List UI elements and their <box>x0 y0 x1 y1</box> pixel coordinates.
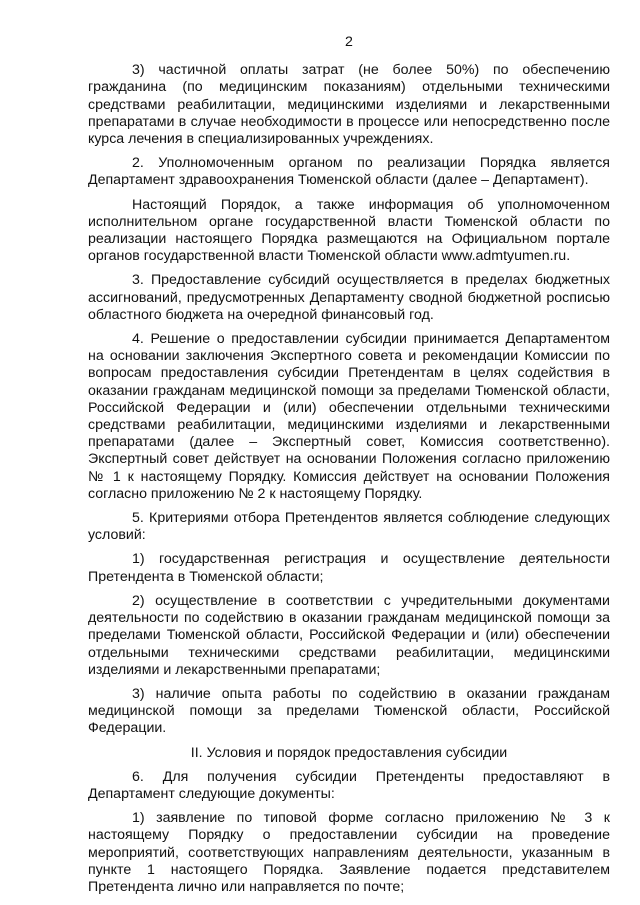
paragraph-6-documents: 6. Для получения субсидии Претенденты предоставляют в Департамент следующие документы: <box>88 768 610 802</box>
criteria-item-2: 2) осуществление в соответствии с учредительными документами деятельности по содействию в оказании гражданам медицинской помощи за пределами Тюменской области, Российской Федерации и (или) обеспечении отдельными техническими средствами реабилитации, медицинскими изделиями и лекарственными препаратами; <box>88 592 610 678</box>
documents-item-1: 1) заявление по типовой форме согласно приложению № 3 к настоящему Порядку о предоставлении субсидии на проведение мероприятий, соответствующих направлениям деятельности, указанным в пункте 1 настоящего Порядка. Заявление подается представителем Претендента лично или направляется по почте; <box>88 810 610 895</box>
paragraph-portal-info: Настоящий Порядок, а также информация об уполномоченном исполнительном органе государственной власти Тюменской области по реализации настоящего Порядка размещаются на Официальном портале органов государственной власти Тюменской области www.admtyumen.ru. <box>88 196 610 265</box>
paragraph-5-criteria: 5. Критериями отбора Претендентов является соблюдение следующих условий: <box>88 510 610 544</box>
paragraph-4-decision: 4. Решение о предоставлении субсидии принимается Департаментом на основании заключения Экспертного совета и рекомендации Комиссии по вопросам предоставления субсидии Претендентам в целях содействия в оказании гражданам медицинской помощи за пределами Тюменской области, Российской Федерации и (или) обеспечении отдельными техническими средствами реабилитации, медицинскими изделиями и лекарственными препаратами (далее – Экспертный совет, Комиссия соответственно). Экспертный совет действует на основании Положения согласно приложению № 1 к настоящему Порядку. Комиссия действует на основании Положения согласно приложению № 2 к настоящему Порядку. <box>88 331 610 502</box>
criteria-item-3: 3) наличие опыта работы по содействию в оказании гражданам медицинской помощи за пределами Тюменской области, Российской Федерации. <box>88 685 610 737</box>
paragraph-2-authorized-body: 2. Уполномоченным органом по реализации Порядка является Департамент здравоохранения Тюменской области (далее – Департамент). <box>88 155 610 189</box>
document-page <box>88 34 610 903</box>
page-number: 2 <box>345 34 353 50</box>
paragraph-3-budget: 3. Предоставление субсидий осуществляется в пределах бюджетных ассигнований, предусмотренных Департаменту сводной бюджетной росписью областного бюджета на очередной финансовый год. <box>88 272 610 323</box>
paragraph-item-3-partial-payment: 3) частичной оплаты затрат (не более 50%) по обеспечению гражданина (по медицинским показаниям) отдельными техническими средствами реабилитации, медицинскими изделиями и лекарственными препаратами в случае необходимости в процессе или непосредственно после курса лечения в специализированных учреждениях. <box>88 62 610 148</box>
criteria-item-1: 1) государственная регистрация и осуществление деятельности Претендента в Тюменской области; <box>88 551 610 585</box>
section-heading: II. Условия и порядок предоставления субсидии <box>190 744 508 761</box>
